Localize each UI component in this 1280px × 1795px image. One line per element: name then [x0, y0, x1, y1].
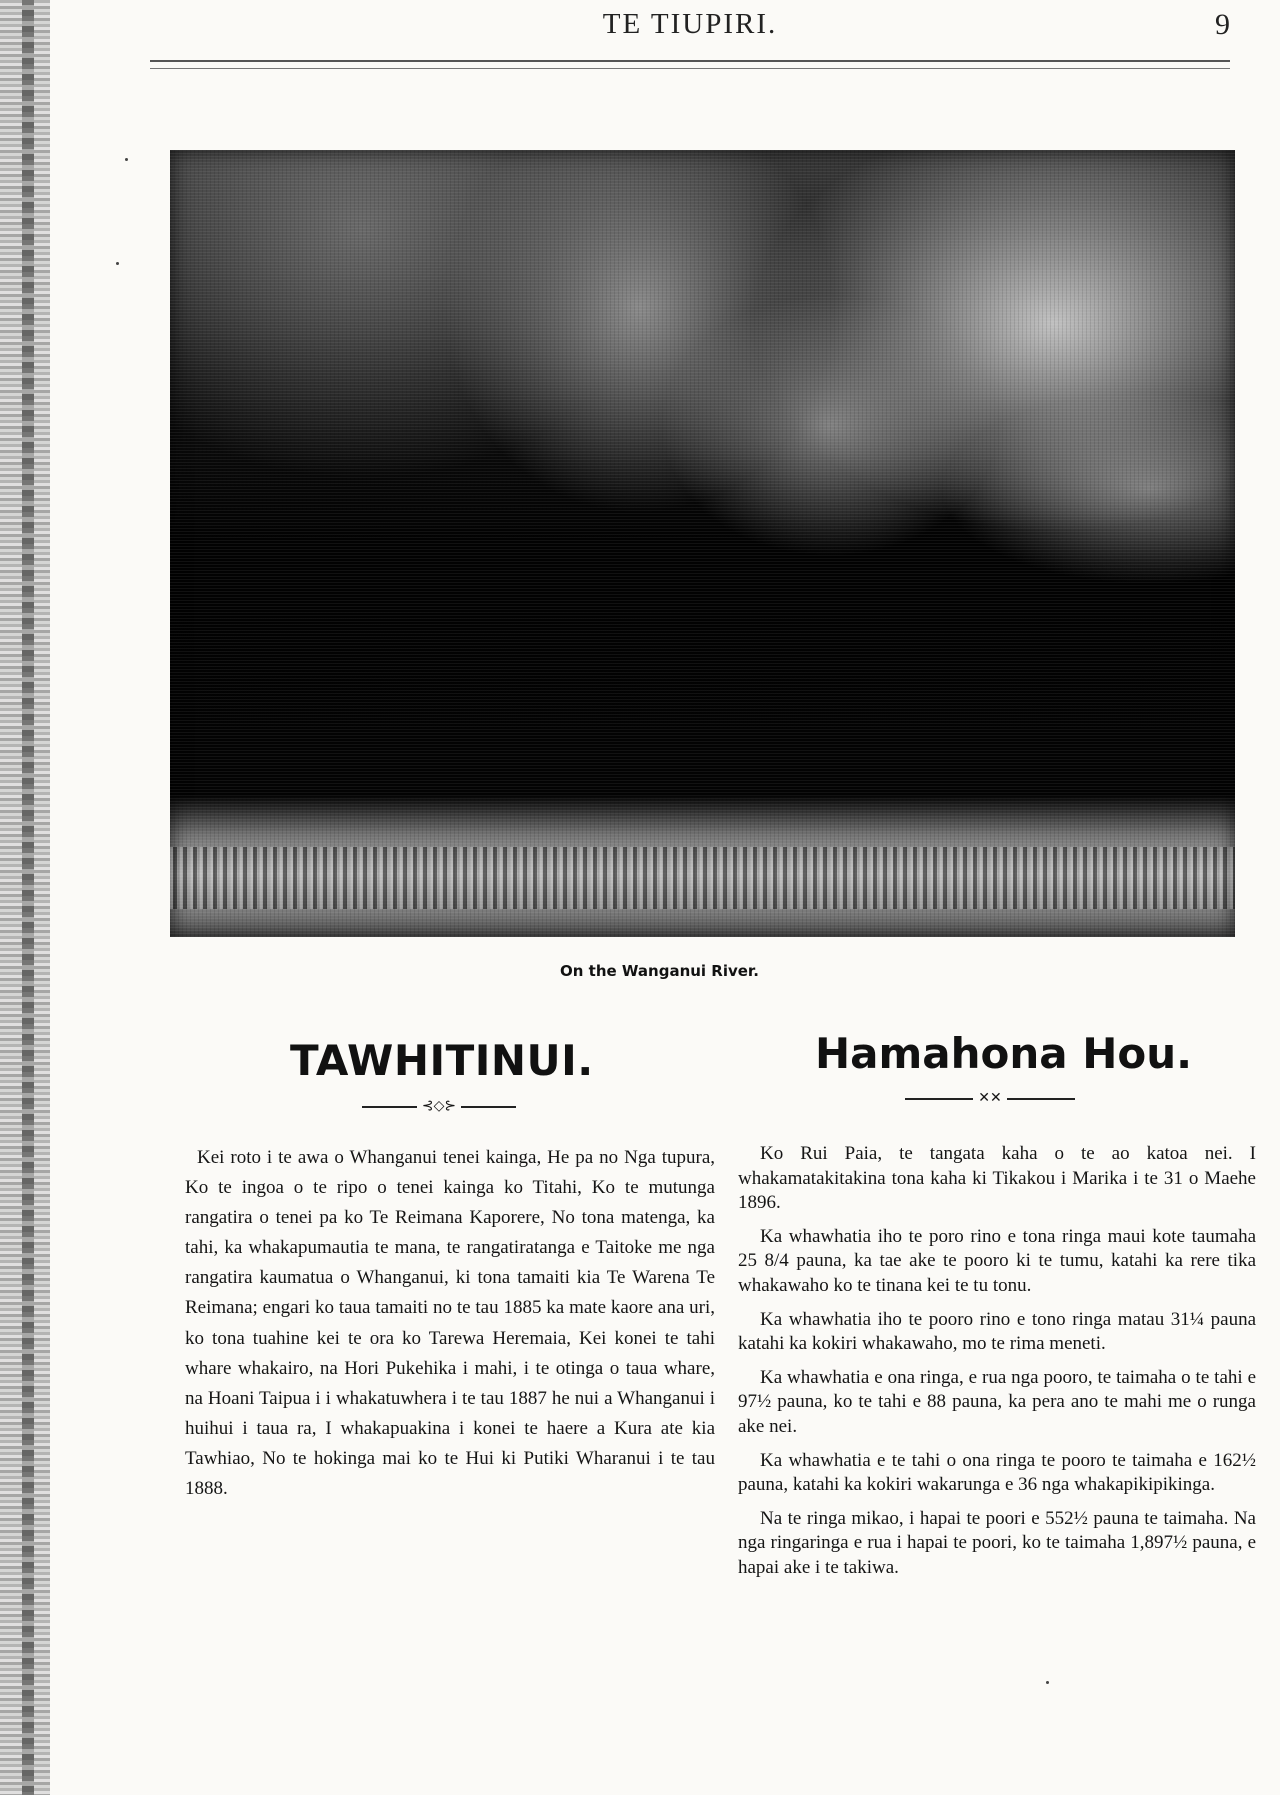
tawhitinui-body-text: Kei roto i te awa o Whanganui tenei kainga, He pa no Nga tupura, Ko te ingoa o te ripo o tenei kainga ko Titahi, Ko te mutunga rangatira o tenei pa ko Te Reimana Kaporere, No tona matenga, ka tahi, ka whakapumautia te mana, te rangatiratanga e Taitoke me nga rangatira kaumatua o Whanganui, ki tona tamaiti kia Te Warena Te Reimana; engari ko taua tamaiti no te tau 1885 ka mate kaore ana uri, ko tona tuahine kei te ora ko Tarewa Heremaia, Kei konei te tahi whare whakairo, na Hori Pukehika i mahi, i te otinga o taua whare, na Hoani Taipua i i whakatuwhera i te tau 1887 he nui a Whanganui i huihui i taua ra, I whakapuakina i konei te haere a Kura ate kia Tawhiao, No te hokinga mai ko te Hui ki Putiki Wharanui i te tau 1888. [185, 1147, 715, 1500]
print-speck [1046, 1681, 1049, 1684]
print-speck [116, 262, 119, 265]
ornament-glyph: ⊰◇⊱ [417, 1099, 461, 1113]
tawhitinui-article [185, 1143, 715, 1504]
hamahona-hou-article [738, 1142, 1256, 1590]
print-speck [125, 158, 128, 161]
article-paragraph-6: Na te ringa mikao, i hapai te poori e 552½ pauna te taimaha. Na nga ringaringa e rua i hapai te poori, ko te taimaha 1,897½ pauna, e hapai ake i te takiwa. [738, 1507, 1256, 1578]
wanganui-river-photo [170, 150, 1235, 937]
article-paragraph-3: Ka whawhatia iho te pooro rino e tono ringa matau 31¼ pauna katahi ka kokiri whakawaho, mo te rima meneti. [738, 1308, 1256, 1355]
page-header [150, 8, 1230, 63]
newspaper-title: TE TIUPIRI. [602, 8, 778, 40]
hamahona-hou-headline: Hamahona Hou. [815, 1029, 1193, 1079]
page-binding-edge [0, 0, 50, 1795]
article-paragraph-2: Ka whawhatia iho te poro rino e tona ringa maui kote taumaha 25 8/4 pauna, ka tae ake te pooro ki te tumu, katahi ka rere tika whakawaho ko te tinana kei te tu tonu. [738, 1225, 1256, 1296]
left-headline-ornament [362, 1098, 516, 1126]
ornament-glyph: ✕✕ [973, 1091, 1006, 1105]
page-number: 9 [1215, 8, 1230, 41]
right-headline-ornament [905, 1090, 1075, 1118]
article-paragraph-1: Ko Rui Paia, te tangata kaha o te ao katoa nei. I whakamatakitakina tona kaha ki Tikakou i Marika i te 31 o Maehe 1896. [738, 1143, 1256, 1214]
article-paragraph-4: Ka whawhatia e ona ringa, e rua nga pooro, te taimaha o te tahi e 97½ pauna, ko te tahi e 88 pauna, ka pera ano te mahi me o runga ake nei. [738, 1366, 1256, 1437]
tawhitinui-headline: TAWHITINUI. [290, 1036, 594, 1086]
article-paragraph-5: Ka whawhatia e te tahi o ona ringa te pooro te taimaha e 162½ pauna, katahi ka kokiri wakarunga e 36 nga whakapikipikinga. [738, 1449, 1256, 1496]
header-rule [150, 60, 1230, 69]
photo-caption: On the Wanganui River. [560, 962, 759, 980]
